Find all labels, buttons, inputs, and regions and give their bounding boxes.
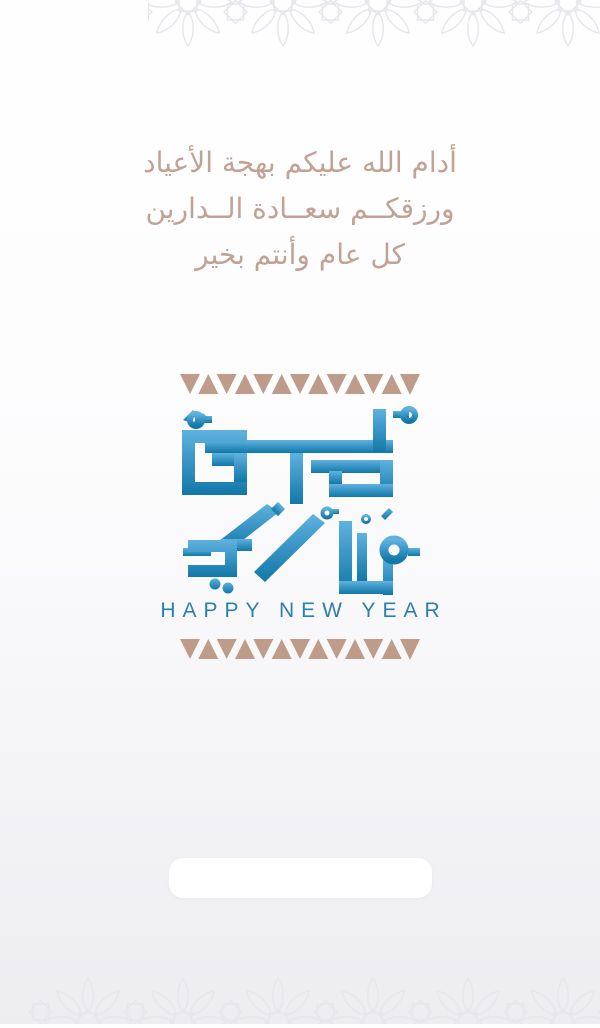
blank-action-bar[interactable] <box>169 858 432 898</box>
rosette-pattern-top-icon <box>148 0 600 60</box>
triangle-divider-top-icon <box>180 374 420 396</box>
greeting-line-1: أدام الله عليكم بهجة الأعياد <box>143 146 457 179</box>
kufic-calligraphy-artwork <box>181 403 421 599</box>
greeting-text-block <box>0 140 600 278</box>
greeting-line-3: كل عام وأنتم بخير <box>195 238 405 271</box>
rosette-pattern-bottom-icon <box>0 972 600 1024</box>
greeting-line-2: ورزقكــم سعــادة الــدارين <box>145 192 455 225</box>
triangle-divider-bottom-icon <box>180 639 420 661</box>
happy-new-year-title: HAPPY NEW YEAR <box>160 599 447 622</box>
